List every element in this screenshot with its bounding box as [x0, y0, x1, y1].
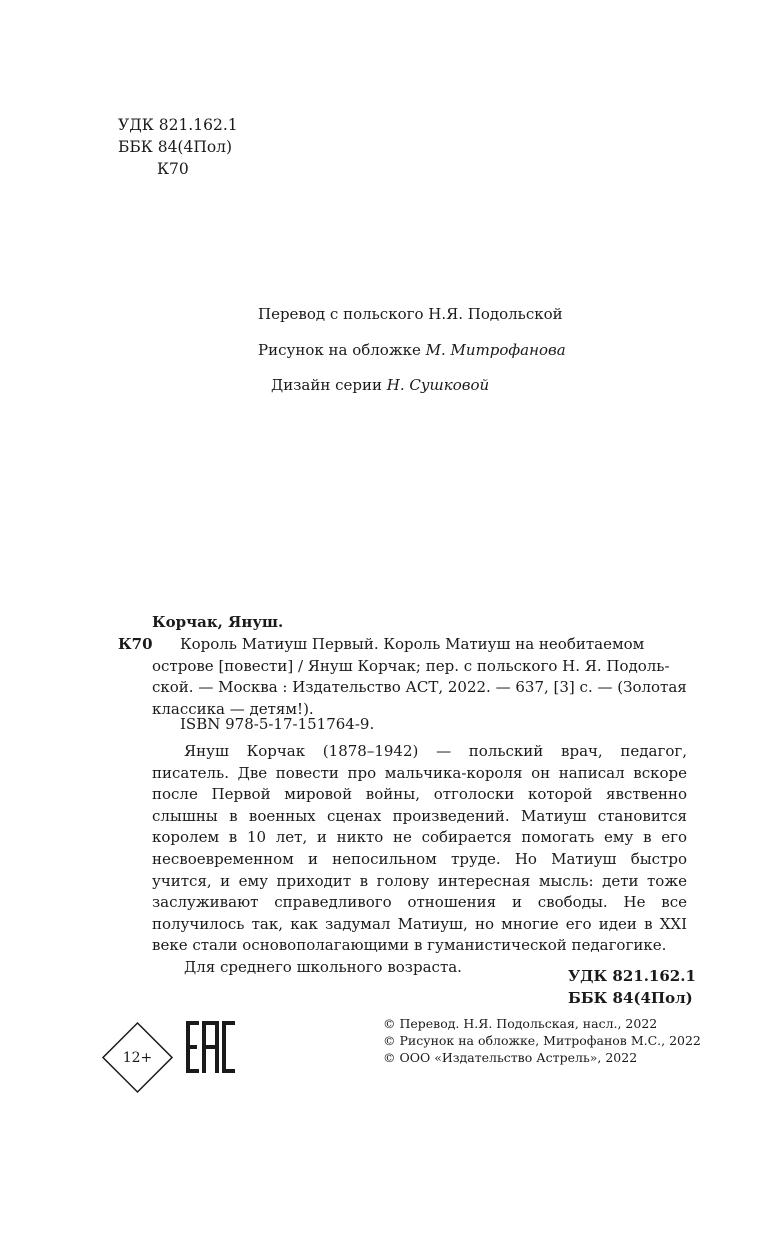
record-line: классика — детям!). [152, 700, 314, 718]
annotation [152, 741, 687, 979]
record-line: ской. — Москва : Издательство АСТ, 2022. — 637, [3] с. — (Золотая [152, 678, 687, 696]
cover-credit-name: М. Митрофанова [425, 341, 566, 359]
eac-icon [186, 1021, 236, 1073]
author-sign-top: К70 [157, 160, 189, 178]
record-line: острове [повести] / Януш Корчак; пер. с польского Н. Я. Подоль- [152, 657, 670, 675]
bbk-code-bottom: ББК 84(4Пол) [568, 989, 693, 1007]
copyright-line: © Рисунок на обложке, Митрофанов М.С., 2022 [383, 1033, 701, 1048]
record-line: Король Матиуш Первый. Король Матиуш на необитаемом [180, 635, 645, 653]
cover-credit [258, 341, 566, 359]
copyright-line: © ООО «Издательство Астрель», 2022 [383, 1050, 638, 1065]
author-heading: Корчак, Януш. [152, 613, 284, 631]
design-credit-name: Н. Сушковой [386, 376, 490, 394]
design-credit [271, 376, 489, 394]
age-rating-badge [97, 1017, 178, 1098]
isbn: ISBN 978-5-17-151764-9. [180, 715, 375, 733]
audience-note: Для среднего школьного возраста. [184, 957, 462, 976]
translation-credit: Перевод с польского Н.Я. Подольской [258, 305, 563, 323]
udk-code-bottom: УДК 821.162.1 [568, 967, 696, 985]
eac-logo [186, 1021, 236, 1073]
cover-credit-label: Рисунок на обложке [258, 341, 421, 359]
octagon-icon [97, 1017, 178, 1098]
bbk-code-top: ББК 84(4Пол) [118, 138, 233, 156]
age-rating-label: 12+ [122, 1050, 153, 1066]
author-sign: К70 [118, 635, 153, 653]
copyright-line: © Перевод. Н.Я. Подольская, насл., 2022 [383, 1016, 658, 1031]
udk-code-top: УДК 821.162.1 [118, 116, 238, 134]
annotation-text: Януш Корчак (1878–1942) — польский врач, педагог, писатель. Две повести про мальчика-короля он написал вскоре после Первой мировой войны, отголоски которой явственно слышны в военных сценах произведений. Матиуш становится королем в 10 лет, и никто не собирается помогать ему в его несвоевременном и непосильном труде. Но Матиуш быстро учится, и ему приходит в голову интересная мысль: дети тоже заслуживают справедливого отношения и свободы. Не все получилось так, как задумал Матиуш, но многие его идеи в XXI веке стали основополагающими в гуманистической педагогике. [152, 742, 687, 955]
design-credit-label: Дизайн серии [271, 376, 382, 394]
